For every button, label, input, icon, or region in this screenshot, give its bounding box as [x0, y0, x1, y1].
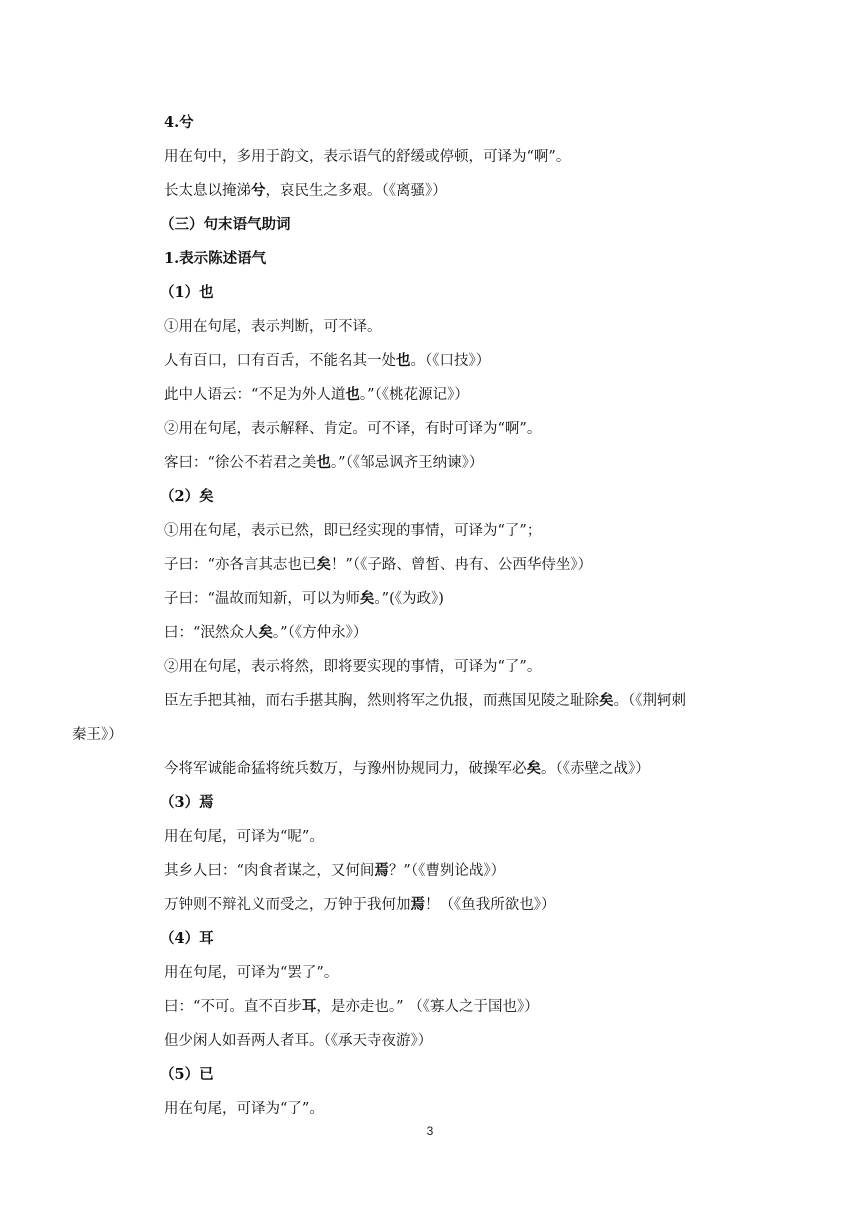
highlighted-particle: 焉 [410, 896, 425, 913]
example-sentence [116, 752, 748, 786]
highlighted-particle: 也 [345, 386, 360, 403]
highlighted-particle: 矣 [599, 692, 614, 709]
example-source: ，是亦走也。” （《寡人之于国也》） [316, 999, 539, 1015]
example-text: 客曰：“徐公不若君之美 [164, 455, 317, 471]
example-sentence [116, 446, 748, 480]
example-text: 曰：“泯然众人 [164, 625, 259, 641]
example-text: 人有百口，口有百舌，不能名其一处 [164, 353, 396, 369]
example-text: 万钟则不辩礼义而受之，万钟于我何加 [164, 897, 411, 913]
example-text: 今将军诚能命猛将统兵数万，与豫州协规同力，破操军必 [164, 761, 527, 777]
section-heading: （3）焉 [160, 794, 214, 811]
highlighted-particle: 矣 [359, 590, 375, 607]
body-text-line: 用在句尾，可译为“罢了”。 [164, 965, 339, 981]
example-sentence-continued: 秦王》） [72, 727, 123, 743]
example-sentence [116, 582, 748, 616]
example-source: 。（《赤壁之战》） [541, 761, 650, 777]
section-heading: （1）也 [160, 284, 214, 301]
body-text-line: ②用在句尾，表示将然，即将要实现的事情，可译为“了”。 [164, 659, 542, 675]
example-sentence [116, 684, 748, 718]
example-source: ！”（《子路、曾皙、冉有、公西华侍坐》） [330, 557, 593, 573]
example-source: 。”(《为政》) [374, 591, 444, 607]
highlighted-particle: 也 [396, 352, 411, 369]
example-sentence [116, 344, 748, 378]
highlighted-particle: 矣 [526, 760, 541, 777]
body-text-line: 但少闲人如吾两人者耳。（《承天寺夜游》） [164, 1033, 433, 1049]
section-heading: （4）耳 [160, 930, 214, 947]
body-text-line: ①用在句尾，表示判断，可不译。 [164, 319, 382, 335]
page-number: 3 [426, 1124, 434, 1138]
example-source: ，哀民生之多艰。（《离骚》） [265, 183, 447, 199]
body-text-line: ①用在句尾，表示已然，即已经实现的事情，可译为“了”； [164, 523, 542, 539]
highlighted-particle: 矣 [316, 556, 331, 573]
example-source: 。（《荆轲刺 [613, 693, 686, 709]
section-heading: （2）矣 [160, 488, 214, 505]
body-text-line: 用在句尾，可译为“了”。 [164, 1101, 324, 1117]
highlighted-particle: 焉 [374, 862, 389, 879]
page-content [72, 106, 748, 1126]
highlighted-particle: 兮 [251, 182, 266, 199]
example-source: ？”（《曹刿论战》） [388, 863, 506, 879]
example-source: 。”（《方仲永》） [272, 625, 368, 641]
highlighted-particle: 耳 [301, 998, 317, 1015]
example-text: 子曰：“温故而知新，可以为师 [164, 591, 360, 607]
highlighted-particle: 也 [316, 454, 331, 471]
example-text: 其乡人曰：“肉食者谋之，又何间 [164, 863, 375, 879]
example-sentence [116, 378, 748, 412]
example-sentence [116, 990, 748, 1024]
example-text: 此中人语云：“不足为外人道 [164, 387, 346, 403]
body-text-line: 用在句中，多用于韵文，表示语气的舒缓或停顿，可译为“啊”。 [164, 149, 571, 165]
example-source: 。（《口技》） [410, 353, 491, 369]
example-source: 。”（《邹忌讽齐王纳谏》） [330, 455, 484, 471]
highlighted-particle: 矣 [258, 624, 273, 641]
example-sentence [116, 888, 748, 922]
section-heading: （三）句末语气助词 [160, 216, 291, 233]
example-sentence [116, 548, 748, 582]
example-sentence [116, 616, 748, 650]
example-text: 曰：“不可。直不百步 [164, 999, 302, 1015]
section-heading: 1.表示陈述语气 [164, 250, 267, 267]
example-text: 臣左手把其袖，而右手揕其胸，然则将军之仇报，而燕国见陵之耻除 [164, 693, 599, 709]
section-heading: 4.兮 [164, 114, 194, 131]
example-sentence [116, 174, 748, 208]
example-text: 长太息以掩涕 [164, 183, 251, 199]
example-source: ！（《鱼我所欲也》） [425, 897, 556, 913]
example-text: 子曰：“亦各言其志也已 [164, 557, 317, 573]
example-source: 。”（《桃花源记》） [359, 387, 469, 403]
section-heading: （5）已 [160, 1066, 214, 1083]
body-text-line: ②用在句尾，表示解释、肯定。可不译，有时可译为“啊”。 [164, 421, 542, 437]
body-text-line: 用在句尾，可译为“呢”。 [164, 829, 324, 845]
example-sentence [116, 854, 748, 888]
